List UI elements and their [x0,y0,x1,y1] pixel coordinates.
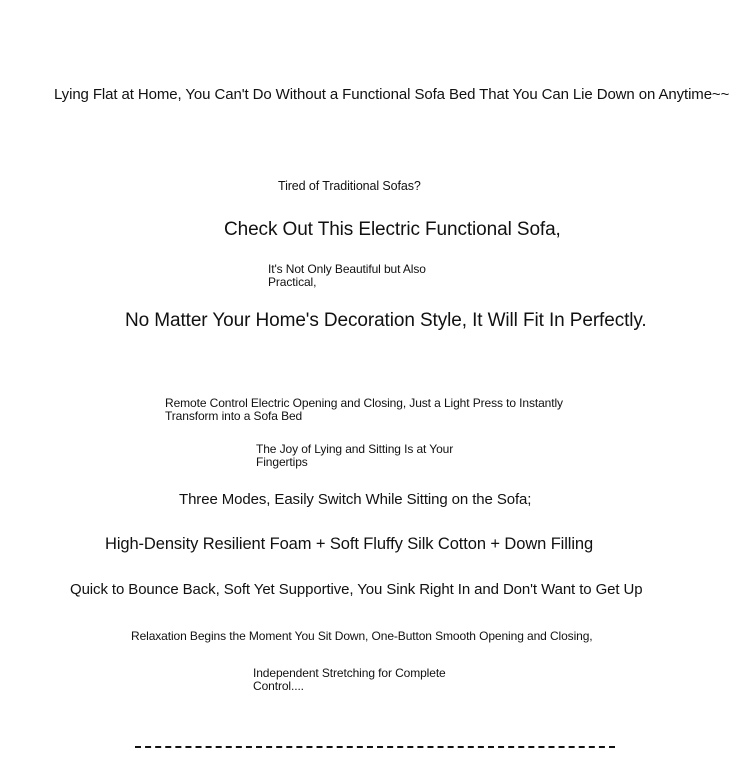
decoration-style-heading: No Matter Your Home's Decoration Style, It Will Fit In Perfectly. [125,310,647,331]
foam-text: High-Density Resilient Foam + Soft Fluffy Silk Cotton + Down Filling [105,535,594,553]
dashed-divider [135,746,615,748]
three-modes-text: Three Modes, Easily Switch While Sitting on the Sofa; [179,491,532,508]
check-out-heading: Check Out This Electric Functional Sofa, [224,219,561,240]
question-text: Tired of Traditional Sofas? [278,179,421,193]
joy-text: The Joy of Lying and Sitting Is at Your Fingertips [256,442,454,469]
stretching-text: Independent Stretching for Complete Control.... [253,666,446,693]
headline: Lying Flat at Home, You Can't Do Without a Functional Sofa Bed That You Can Lie Down on Anytime~~ [54,86,730,103]
beautiful-practical-text: It's Not Only Beautiful but Also Practical, [268,262,426,289]
bounce-back-text: Quick to Bounce Back, Soft Yet Supportive, You Sink Right In and Don't Want to Get Up [70,581,643,598]
remote-control-text: Remote Control Electric Opening and Closing, Just a Light Press to Instantly Transform into a Sofa Bed [165,396,563,423]
relaxation-text: Relaxation Begins the Moment You Sit Down, One-Button Smooth Opening and Closing, [131,629,593,643]
